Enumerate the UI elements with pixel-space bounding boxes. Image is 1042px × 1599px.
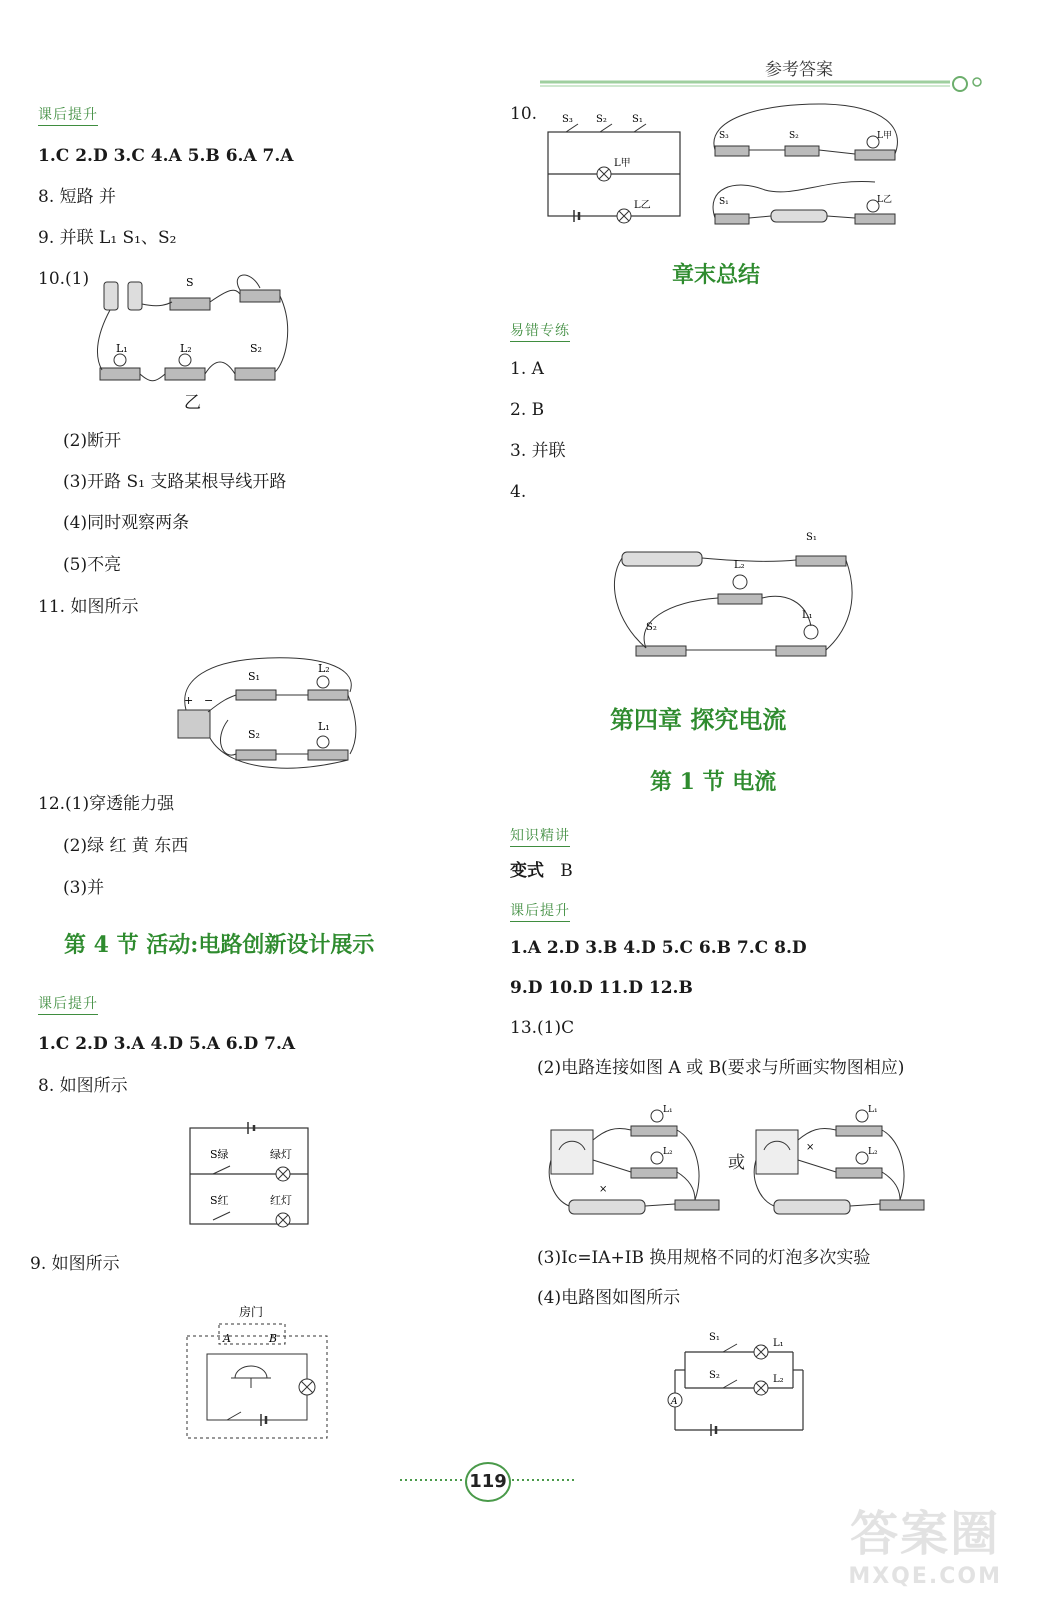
fig-label: S绿 [210, 1148, 229, 1161]
circuit-figure-10 [90, 268, 300, 398]
svg-text:S₁: S₁ [719, 197, 729, 207]
answer-line: 3. 并联 [510, 441, 566, 461]
answer-line: 8. 短路 并 [38, 187, 117, 207]
answer-line: 13.(1)C [510, 1018, 575, 1038]
fig-label: S [186, 276, 194, 289]
circuit-figure-11 [168, 650, 368, 780]
fig-label: L₂ [773, 1374, 784, 1385]
circuit-figure-10r-schematic [540, 110, 690, 230]
fig-label: 绿灯 [270, 1148, 292, 1161]
answer-line: (2)绿 红 黄 东西 [63, 836, 189, 856]
fig-label: L₁ [802, 610, 813, 621]
fig-label: L甲 [614, 158, 631, 169]
fig-label: S₂ [596, 114, 607, 125]
fig-label: S₁ [806, 532, 817, 543]
answer-line: 1. A [510, 359, 544, 379]
circuit-figure-4 [606, 522, 856, 662]
fig-label: S₁ [709, 1332, 720, 1343]
svg-text:L₂: L₂ [663, 1147, 673, 1157]
fig-label: L₁ [116, 342, 128, 355]
answer-line: (4)同时观察两条 [63, 513, 190, 533]
variant-answer [510, 860, 573, 882]
fig-label: S₂ [248, 728, 260, 741]
fig-label: L₂ [180, 342, 192, 355]
answer-line: 8. 如图所示 [38, 1076, 128, 1096]
fig-label: 红灯 [270, 1194, 292, 1207]
answer-line: 10. [510, 104, 538, 124]
figure-or-text: 或 [728, 1153, 745, 1173]
svg-text:S₃: S₃ [719, 131, 729, 141]
circuit-figure-9 [183, 1302, 333, 1442]
circuit-figure-13a [545, 1100, 735, 1220]
fig-label: S₂ [646, 622, 657, 633]
answer-line: (2)断开 [63, 431, 122, 451]
variant-value: B [560, 861, 573, 881]
fig-label: S₂ [709, 1370, 720, 1381]
fig-label: L₂ [318, 662, 330, 675]
svg-text:L甲: L甲 [877, 131, 892, 141]
answer-line: 1.C 2.D 3.C 4.A 5.B 6.A 7.A [38, 146, 294, 166]
figure-caption: 乙 [184, 393, 201, 413]
page-number: 119 [465, 1462, 511, 1502]
page-header-title: 参考答案 [765, 60, 833, 80]
svg-text:L乙: L乙 [877, 195, 892, 205]
answer-line: 10.(1) [38, 269, 90, 289]
answer-line: 9. 如图所示 [30, 1254, 120, 1274]
circuit-figure-10r-physical [705, 98, 905, 238]
circuit-figure-8 [188, 1118, 328, 1228]
fig-label: B [269, 1332, 278, 1345]
section-label-homework: 课后提升 [38, 104, 98, 126]
watermark-url: MXQE.COM [848, 1564, 1002, 1589]
answer-line: (3)开路 S₁ 支路某根导线开路 [63, 472, 287, 492]
watermark [848, 1495, 1002, 1589]
fig-label: 房门 [239, 1305, 264, 1319]
svg-text:S₂: S₂ [789, 131, 799, 141]
svg-text:×: × [806, 1142, 815, 1153]
fig-label: S₁ [632, 114, 643, 125]
fig-label: L₂ [734, 560, 745, 571]
variant-label: 变式 [510, 861, 544, 881]
fig-label: S₁ [248, 670, 260, 683]
watermark-logo: 答案圈 [850, 1506, 1001, 1562]
section-label-homework: 课后提升 [38, 993, 98, 1015]
fig-label: L乙 [634, 200, 651, 211]
answer-line: 11. 如图所示 [38, 597, 139, 617]
answer-line: (4)电路图如图所示 [537, 1288, 681, 1308]
section-heading: 第 1 节 电流 [650, 769, 777, 795]
answer-line: 2. B [510, 400, 545, 420]
svg-text:L₁: L₁ [868, 1105, 878, 1115]
section-label-homework: 课后提升 [510, 900, 570, 922]
fig-label: S₂ [250, 342, 262, 355]
circuit-figure-13b [750, 1100, 940, 1220]
section-label-knowledge: 知识精讲 [510, 825, 570, 847]
fig-label: L₁ [318, 720, 330, 733]
answer-line: 9.D 10.D 11.D 12.B [510, 978, 693, 998]
circuit-figure-13c [665, 1326, 805, 1436]
chapter-heading: 第四章 探究电流 [610, 705, 787, 734]
answer-line: 1.C 2.D 3.A 4.D 5.A 6.D 7.A [38, 1034, 296, 1054]
answer-line: (3)Ic=IA+IB 换用规格不同的灯泡多次实验 [537, 1248, 871, 1268]
svg-text:×: × [599, 1184, 608, 1195]
section-label-mistakes: 易错专练 [510, 320, 570, 342]
fig-label: A [223, 1332, 231, 1345]
answer-line: 1.A 2.D 3.B 4.D 5.C 6.B 7.C 8.D [510, 938, 807, 958]
svg-text:−: − [204, 694, 214, 707]
chapter-summary-heading: 章末总结 [672, 262, 761, 288]
svg-text:+: + [184, 694, 194, 707]
fig-label: S红 [210, 1194, 229, 1207]
answer-line: (3)并 [63, 878, 105, 898]
answer-line: 4. [510, 482, 527, 502]
section-heading: 第 4 节 活动:电路创新设计展示 [64, 932, 375, 958]
answer-line: (5)不亮 [63, 555, 122, 575]
svg-text:L₂: L₂ [868, 1147, 878, 1157]
fig-label: S₃ [562, 114, 573, 125]
answer-line: (2)电路连接如图 A 或 B(要求与所画实物图相应) [537, 1058, 905, 1078]
answer-line: 9. 并联 L₁ S₁、S₂ [38, 228, 177, 248]
fig-label: L₁ [773, 1338, 784, 1349]
answer-line: 12.(1)穿透能力强 [38, 794, 175, 814]
svg-text:L₁: L₁ [663, 1105, 673, 1115]
fig-label: A [671, 1397, 678, 1407]
